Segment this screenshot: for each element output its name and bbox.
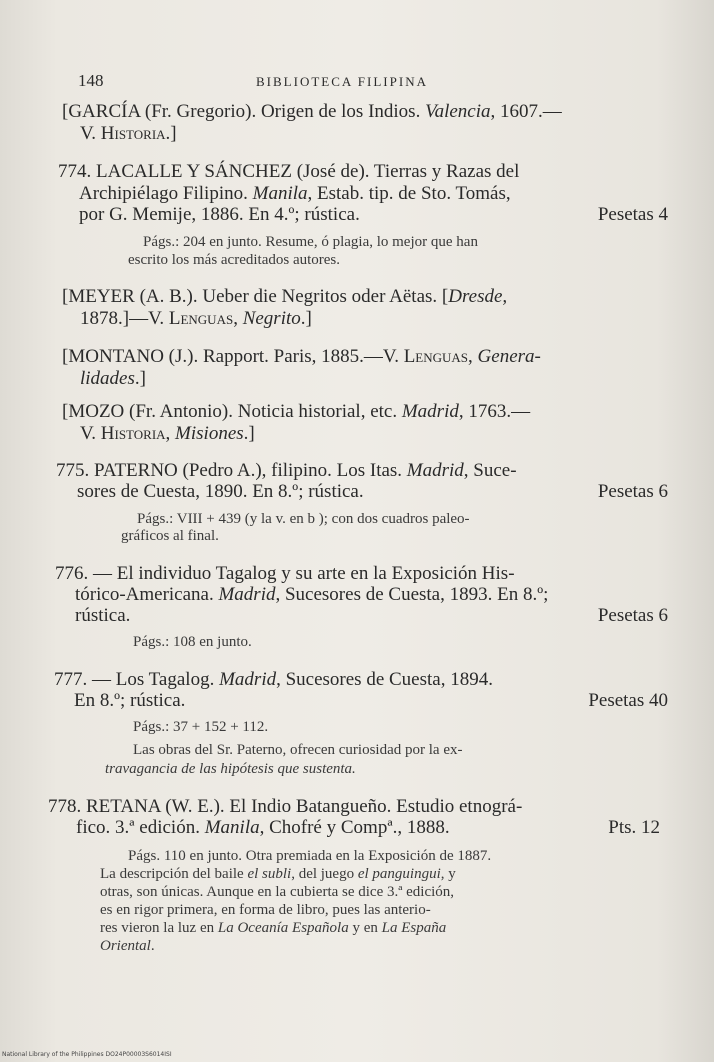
entry-line: Archipiélago Filipino. Manila, Estab. tip. de Sto. Tomás,	[79, 183, 511, 204]
note-line: gráficos al final.	[121, 528, 219, 544]
entry-line: [GARCÍA (Fr. Gregorio). Origen de los Indios. Valencia, 1607.—	[62, 101, 562, 122]
price: Pesetas 40	[588, 690, 668, 711]
entry-line: fico. 3.ª edición. Manila, Chofré y Compª., 1888.	[76, 817, 450, 838]
entry-number: 777.	[54, 669, 88, 690]
note-line: Págs. 110 en junto. Otra premiada en la Exposición de 1887.	[128, 848, 492, 864]
entry-line: [MEYER (A. B.). Ueber die Negritos oder Aëtas. [Dresde,	[62, 286, 508, 307]
entry-line: 774. LACALLE Y SÁNCHEZ (José de). Tierras y Razas del	[58, 161, 520, 182]
note-line: Oriental.	[100, 938, 155, 954]
entry-line: rústica.	[75, 605, 131, 626]
entry-number: 774.	[58, 161, 92, 182]
note-line: La descripción del baile el subli, del juego el panguingui, y	[100, 866, 456, 882]
page-header	[78, 71, 678, 93]
entry-line: [MONTANO (J.). Rapport. Paris, 1885.—V. Lenguas, Genera-	[62, 346, 541, 367]
entry-line: 775. PATERNO (Pedro A.), filipino. Los Itas. Madrid, Suce-	[56, 460, 517, 481]
note-line: es en rigor primera, en forma de libro, pues las anterio-	[100, 902, 431, 918]
entry-line: tórico-Americana. Madrid, Sucesores de Cuesta, 1893. En 8.º;	[75, 584, 549, 605]
entry-number: 778.	[48, 796, 82, 817]
note-line: Las obras del Sr. Paterno, ofrecen curiosidad por la ex-	[133, 742, 463, 758]
note-line: otras, son únicas. Aunque en la cubierta se dice 3.ª edición,	[100, 884, 455, 900]
entry-line: V. Historia, Misiones.]	[80, 423, 255, 444]
note-line: Págs.: 204 en junto. Resume, ó plagia, lo mejor que han	[143, 234, 478, 250]
entry-line: 778. RETANA (W. E.). El Indio Batangueño. Estudio etnográ-	[48, 796, 523, 817]
entry-number: 776.	[55, 563, 89, 584]
entry-line: lidades.]	[80, 368, 146, 389]
page-number: 148	[78, 71, 104, 90]
entry-line: 776. — El individuo Tagalog y su arte en la Exposición His-	[55, 563, 515, 584]
entry-line: sores de Cuesta, 1890. En 8.º; rústica.	[77, 481, 364, 502]
entry-line: V. Historia.]	[80, 123, 177, 144]
note-line: Págs.: VIII + 439 (y la v. en b ); con dos cuadros paleo-	[137, 511, 470, 527]
entry-line: [MOZO (Fr. Antonio). Noticia historial, etc. Madrid, 1763.—	[62, 401, 531, 422]
entry-line: 777. — Los Tagalog. Madrid, Sucesores de Cuesta, 1894.	[54, 669, 493, 690]
running-title: BIBLIOTECA FILIPINA	[256, 74, 428, 89]
note-line: Págs.: 37 + 152 + 112.	[133, 719, 269, 735]
entry-line: por G. Memije, 1886. En 4.º; rústica.	[79, 204, 360, 225]
entry-line: En 8.º; rústica.	[74, 690, 186, 711]
note-line: escrito los más acreditados autores.	[128, 252, 341, 268]
price: Pts. 12	[608, 817, 660, 838]
price: Pesetas 4	[597, 204, 668, 225]
note-line: res vieron la luz en La Oceanía Española y en La España	[100, 920, 447, 936]
note-line: travagancia de las hipótesis que sustenta.	[105, 761, 356, 777]
archive-footer: National Library of the Philippines DO24P00003S6014ISI	[2, 1051, 172, 1058]
price: Pesetas 6	[597, 481, 668, 502]
price: Pesetas 6	[597, 605, 668, 626]
entry-number: 775.	[56, 460, 90, 481]
note-line: Págs.: 108 en junto.	[133, 634, 252, 650]
entry-line: 1878.]—V. Lenguas, Negrito.]	[80, 308, 312, 329]
